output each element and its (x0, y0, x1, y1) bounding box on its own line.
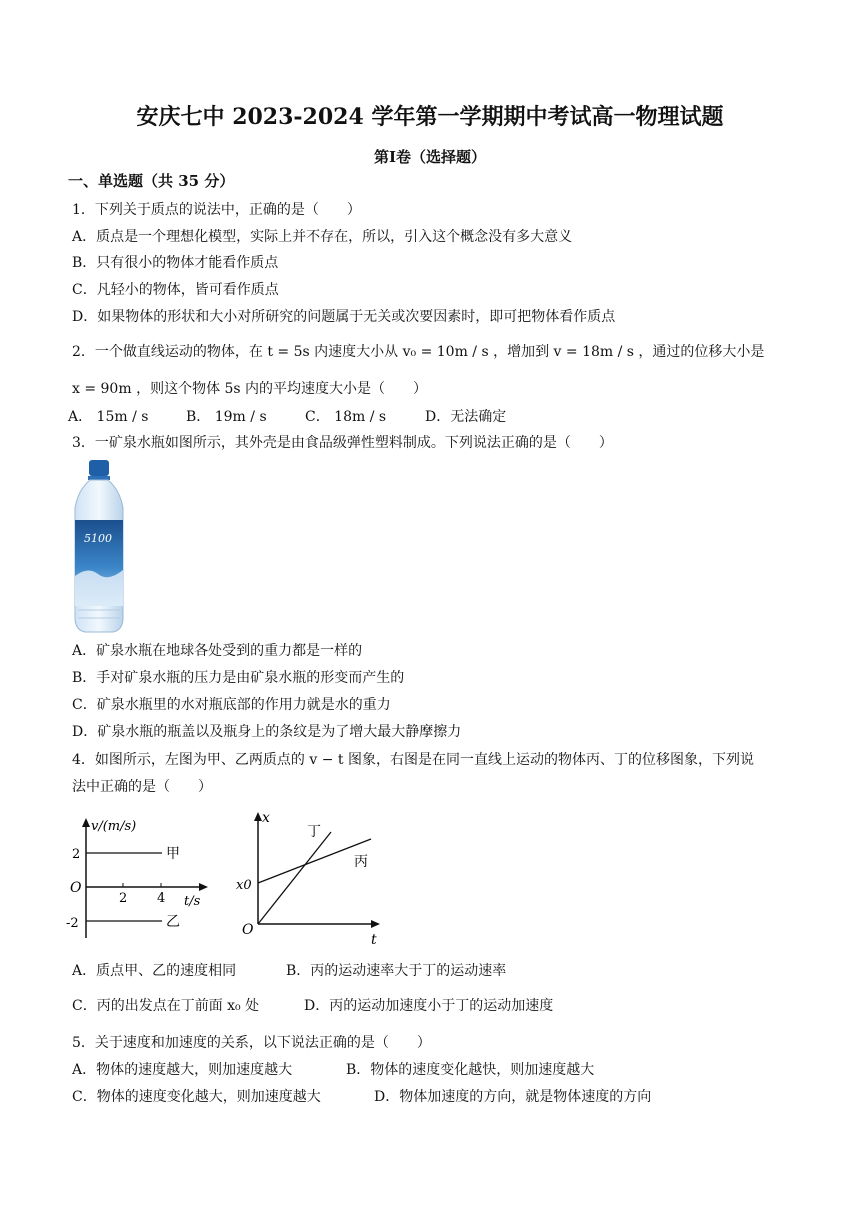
q3-option-d: D．矿泉水瓶的瓶盖以及瓶身上的条纹是为了增大最大静摩擦力 (72, 724, 462, 740)
bottle-logo-text: 5100 (84, 532, 112, 545)
vt-ytick-neg2: -2 (66, 916, 79, 931)
q3-stem: 3．一矿泉水瓶如图所示，其外壳是由食品级弹性塑料制成。下列说法正确的是（ ） (72, 435, 613, 451)
q3-option-c: C．矿泉水瓶里的水对瓶底部的作用力就是水的重力 (72, 697, 391, 713)
q5-option-d: D．物体加速度的方向，就是物体速度的方向 (374, 1089, 652, 1105)
q5-option-a: A．物体的速度越大，则加速度越大 (72, 1062, 293, 1078)
xt-graph (232, 808, 382, 946)
q2-option-a: A． 15m / s (68, 409, 149, 425)
q4-option-c: C．丙的出发点在丁前面 x₀ 处 (72, 998, 260, 1014)
q4-option-b: B．丙的运动速率大于丁的运动速率 (286, 963, 507, 979)
q2-option-b: B． 19m / s (186, 409, 267, 425)
q2-stem-line1: 2．一个做直线运动的物体，在 t = 5s 内速度大小从 v₀ = 10m / s ，增加到 v = 18m / s ，通过的位移大小是 (72, 344, 765, 360)
xt-xlabel: t (371, 932, 377, 946)
q5-option-c: C．物体的速度变化越大，则加速度越大 (72, 1089, 321, 1105)
q2-option-c: C． 18m / s (305, 409, 387, 425)
q2-stem-line2: x = 90m ，则这个物体 5s 内的平均速度大小是（ ） (72, 381, 428, 397)
vt-x-arrow (199, 883, 208, 891)
xt-x-arrow (371, 920, 380, 928)
page-title: 安庆七中 2023-2024 学年第一学期期中考试高一物理试题 (136, 104, 724, 130)
q1-option-b: B．只有很小的物体才能看作质点 (72, 255, 279, 271)
q4-option-a: A．质点甲、乙的速度相同 (72, 963, 237, 979)
vt-origin: O (70, 880, 82, 896)
xt-y-arrow (254, 812, 262, 821)
section-volume-title: 第Ⅰ卷（选择题） (373, 148, 487, 166)
q3-option-a: A．矿泉水瓶在地球各处受到的重力都是一样的 (72, 643, 363, 659)
vt-ytick-2: 2 (72, 847, 81, 862)
vt-series-jia-label: 甲 (166, 846, 180, 862)
section-heading: 一、单选题（共 35 分） (68, 172, 235, 190)
vt-xlabel: t/s (184, 894, 201, 909)
xt-series-ding-line (258, 832, 331, 924)
vt-xtick-4: 4 (157, 891, 166, 906)
vt-y-arrow (82, 818, 90, 827)
q5-option-b: B．物体的速度变化越快，则加速度越大 (346, 1062, 595, 1078)
q3-option-b: B．手对矿泉水瓶的压力是由矿泉水瓶的形变而产生的 (72, 670, 405, 686)
vt-xtick-2: 2 (119, 891, 128, 906)
q5-stem: 5．关于速度和加速度的关系，以下说法正确的是（ ） (72, 1035, 431, 1051)
water-bottle-image (70, 458, 128, 634)
q1-option-a: A．质点是一个理想化模型，实际上并不存在，所以，引入这个概念没有多大意义 (72, 229, 573, 245)
q2-option-d: D．无法确定 (425, 409, 507, 425)
xt-series-ding-label: 丁 (307, 824, 321, 840)
xt-series-bing-label: 丙 (354, 854, 368, 870)
q1-option-c: C．凡轻小的物体，皆可看作质点 (72, 282, 279, 298)
q1-option-d: D．如果物体的形状和大小对所研究的问题属于无关或次要因素时，即可把物体看作质点 (72, 309, 616, 325)
q4-option-d: D．丙的运动加速度小于丁的运动加速度 (304, 998, 554, 1014)
q1-stem: 1．下列关于质点的说法中，正确的是（ ） (72, 202, 361, 218)
vt-ylabel: v/(m/s) (91, 819, 137, 834)
vt-series-yi-label: 乙 (166, 914, 180, 930)
q4-stem-line2: 法中正确的是（ ） (72, 779, 212, 795)
xt-ylabel: x (262, 810, 270, 826)
xt-x0-label: x0 (236, 878, 252, 893)
vt-graph (62, 814, 212, 942)
q4-stem-line1: 4．如图所示，左图为甲、乙两质点的 v − t 图象，右图是在同一直线上运动的物体丙、丁的位移图象，下列说 (72, 752, 754, 768)
xt-origin: O (242, 922, 254, 938)
